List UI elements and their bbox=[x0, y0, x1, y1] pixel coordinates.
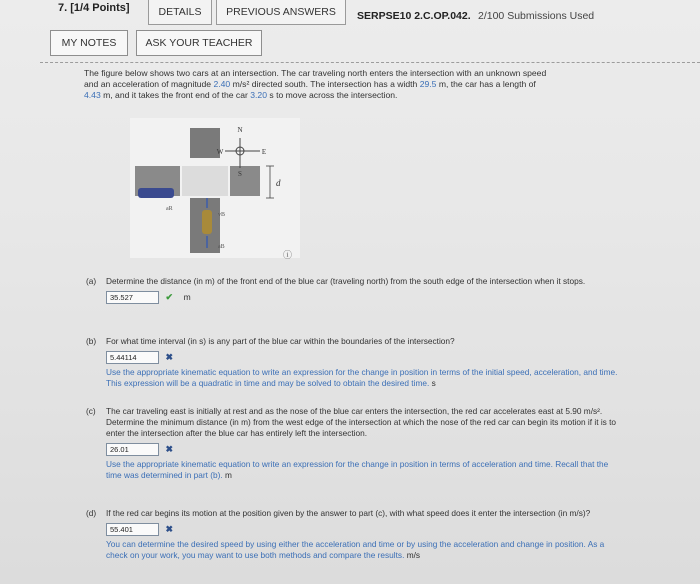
compass-n-label: N bbox=[237, 126, 243, 134]
east-road bbox=[230, 166, 260, 196]
part-b bbox=[86, 336, 626, 389]
answer-input[interactable]: 26.01 bbox=[106, 443, 159, 456]
part-label: (c) bbox=[86, 406, 96, 416]
answer-row bbox=[106, 291, 626, 305]
ar-label: aR bbox=[166, 206, 173, 212]
vb-label: vB bbox=[218, 212, 226, 218]
intersection-figure bbox=[130, 118, 300, 258]
width-value: 29.5 bbox=[419, 79, 437, 89]
length-value: 4.43 bbox=[84, 90, 101, 100]
hint-unit: s bbox=[429, 378, 436, 388]
answer-row bbox=[106, 351, 626, 365]
hint-text bbox=[106, 539, 626, 561]
ask-teacher-button[interactable]: ASK YOUR TEACHER bbox=[136, 30, 262, 56]
answer-row bbox=[106, 443, 626, 457]
x-icon: ✖ bbox=[165, 524, 174, 534]
part-label: (b) bbox=[86, 336, 97, 346]
x-icon: ✖ bbox=[165, 352, 174, 362]
intro-text: and an acceleration of magnitude bbox=[84, 79, 214, 89]
time-value: 3.20 bbox=[250, 90, 267, 100]
part-question: The car traveling east is initially at rest and as the nose of the blue car enters the intersection, the red car accelerates east at 5.90 m/s². Determine the minimum distance (in m) from the west edge of the intersection at which the nose of the red car can begin its motion if it is to enter the intersection after the blue car has entirely left the intersection. bbox=[106, 406, 617, 438]
compass-e-label: E bbox=[261, 148, 267, 156]
problem-statement bbox=[84, 68, 644, 101]
answer-input[interactable]: 5.44114 bbox=[106, 351, 159, 364]
previous-answers-button[interactable]: PREVIOUS ANSWERS bbox=[216, 0, 346, 25]
hint-body: You can determine the desired speed by using either the acceleration and time or by using the acceleration and change in position. As a check on your work, you may want to use both methods and compare the results. bbox=[106, 539, 605, 560]
divider bbox=[40, 62, 700, 63]
part-a bbox=[86, 276, 626, 305]
part-label: (a) bbox=[86, 276, 97, 286]
intro-line-1: The figure below shows two cars at an intersection. The car traveling north enters the intersection with an unknown speed bbox=[84, 68, 547, 78]
check-icon: ✔ bbox=[165, 292, 174, 302]
details-button[interactable]: DETAILS bbox=[148, 0, 212, 25]
part-question: Determine the distance (in m) of the front end of the blue car (traveling north) from the south edge of the intersection when it stops. bbox=[106, 276, 586, 286]
part-label: (d) bbox=[86, 508, 97, 518]
part-question: For what time interval (in s) is any part of the blue car within the boundaries of the intersection? bbox=[106, 336, 455, 346]
unit-label: m bbox=[183, 292, 191, 302]
my-notes-button[interactable]: MY NOTES bbox=[50, 30, 128, 56]
intro-text: m, and it takes the front end of the car bbox=[100, 90, 251, 100]
accel-value: 2.40 bbox=[213, 79, 231, 89]
answer-input[interactable]: 35.527 bbox=[106, 291, 159, 304]
hint-text bbox=[106, 459, 626, 481]
d-label: d bbox=[276, 178, 281, 188]
compass-s-label: S bbox=[238, 170, 242, 178]
x-icon: ✖ bbox=[165, 444, 174, 454]
part-question: If the red car begins its motion at the position given by the answer to part (c), with what speed does it enter the intersection (in m/s)? bbox=[106, 508, 591, 518]
north-road bbox=[190, 128, 220, 158]
intro-text: s to move across the intersection. bbox=[267, 90, 398, 100]
hint-text bbox=[106, 367, 626, 389]
blue-car bbox=[202, 210, 212, 234]
part-c bbox=[86, 406, 626, 481]
question-header bbox=[0, 0, 700, 30]
course-code: SERPSE10 2.C.OP.042. bbox=[357, 10, 471, 22]
intro-text: m, the car has a length of bbox=[436, 79, 536, 89]
intersection-area bbox=[182, 166, 228, 196]
hint-body: Use the appropriate kinematic equation to write an expression for the change in position in terms of acceleration and time. Recall that the time was determined in part (b). bbox=[106, 459, 609, 480]
answer-row bbox=[106, 523, 626, 537]
red-car bbox=[138, 188, 174, 198]
hint-body: Use the appropriate kinematic equation to write an expression for the change in position in terms of the initial speed, acceleration, and time. This expression will be a quadratic in time and may be solved to obtain the desired time. bbox=[106, 367, 618, 388]
submissions-count: 2/100 Submissions Used bbox=[478, 10, 595, 22]
question-number: 7. [1/4 Points] bbox=[58, 2, 130, 14]
hint-unit: m/s bbox=[404, 550, 421, 560]
answer-input[interactable]: 55.401 bbox=[106, 523, 159, 536]
hint-unit: m bbox=[222, 470, 232, 480]
info-icon[interactable]: ⓘ bbox=[283, 250, 293, 260]
intro-text: m/s² directed south. The intersection has a width bbox=[230, 79, 420, 89]
compass-w-label: W bbox=[216, 148, 224, 156]
part-d bbox=[86, 508, 626, 561]
ab-label: aB bbox=[218, 244, 225, 250]
